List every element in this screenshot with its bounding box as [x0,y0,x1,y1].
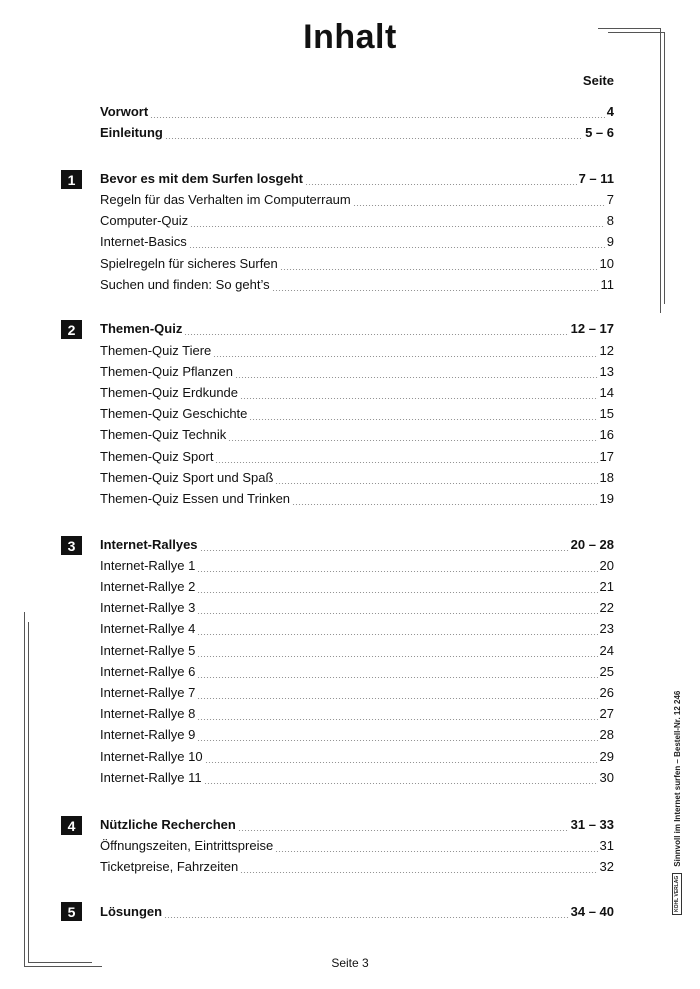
section-title: Internet-Rallyes [100,537,198,552]
leader-dots [305,184,577,185]
toc-entry-label: Internet-Rallye 3 [100,600,196,615]
toc-entry [100,491,614,509]
toc-entry-page: 17 [599,449,614,464]
toc-entry-page: 24 [599,643,614,658]
toc-entry [100,685,614,703]
toc-entry-label: Spielregeln für sicheres Surfen [100,256,278,271]
leader-dots [238,830,569,831]
toc-entry [100,406,614,424]
toc-entry-label: Ticketpreise, Fahrzeiten [100,859,239,874]
toc-entry [100,727,614,745]
leader-dots [235,377,598,378]
toc-entry [100,621,614,639]
leader-dots [205,762,598,763]
leader-dots [272,290,599,291]
leader-dots [197,698,597,699]
toc-entry-label: Internet-Rallye 10 [100,749,203,764]
section-pages: 7 – 11 [578,171,614,186]
toc-entry [100,838,614,856]
frame-line-left [24,612,25,966]
page-column-label: Seite [582,73,614,88]
toc-entry-label: Suchen und finden: So geht’s [100,277,270,292]
leader-dots [215,462,597,463]
leader-dots [353,205,605,206]
side-imprint-text: Sinnvoll im Internet surfen – Bestell-Nr. 12 246 [672,690,682,867]
leader-dots [275,851,597,852]
toc-entry-page: 27 [599,706,614,721]
leader-dots [197,677,597,678]
toc-entry-page: 21 [599,579,614,594]
toc-entry-page: 20 [599,558,614,573]
toc-entry-label: Internet-Rallye 8 [100,706,196,721]
toc-entry [100,234,614,252]
toc-entry-label: Internet-Rallye 9 [100,727,196,742]
publisher-logo: KOHL VERLAG [672,873,682,915]
toc-entry-label: Internet-Rallye 4 [100,621,196,636]
section-number-badge: 2 [61,320,82,339]
leader-dots [197,592,597,593]
toc-entry-label: Öffnungszeiten, Eintrittspreise [100,838,274,853]
toc-entry [100,706,614,724]
section-heading [100,537,614,555]
leader-dots [213,356,597,357]
frame-line-top-inner [608,32,664,33]
toc-entry-label: Internet-Rallye 2 [100,579,196,594]
frame-line-left-inner [28,622,29,962]
toc-entry [100,449,614,467]
toc-entry-page: 16 [599,427,614,442]
toc-entry-label: Internet-Basics [100,234,187,249]
toc-entry [100,600,614,618]
toc-entry [100,343,614,361]
section-pages: 20 – 28 [570,537,614,552]
toc-entry-page: 4 [606,104,614,119]
toc-entry-page: 18 [599,470,614,485]
toc-entry [100,256,614,274]
leader-dots [190,226,605,227]
toc-entry-page: 28 [599,727,614,742]
section-heading [100,904,614,922]
toc-entry-page: 32 [599,859,614,874]
toc-entry-page: 8 [606,213,614,228]
leader-dots [165,138,583,139]
leader-dots [189,247,605,248]
toc-entry [100,558,614,576]
frame-line-bottom [24,966,102,967]
toc-entry [100,213,614,231]
section-number-badge: 3 [61,536,82,555]
toc-entry-page: 23 [599,621,614,636]
toc-entry-page: 22 [599,600,614,615]
section-number-badge: 4 [61,816,82,835]
leader-dots [228,440,597,441]
leader-dots [197,656,597,657]
toc-entry-label: Themen-Quiz Sport und Spaß [100,470,274,485]
section-pages: 31 – 33 [570,817,614,832]
leader-dots [150,117,605,118]
toc-entry-page: 26 [599,685,614,700]
toc-entry-page: 9 [606,234,614,249]
section-heading [100,817,614,835]
section-pages: 12 – 17 [570,321,614,336]
toc-entry-page: 15 [599,406,614,421]
frame-line-right-inner [664,32,665,304]
toc-entry [100,470,614,488]
toc-entry-label: Themen-Quiz Sport [100,449,214,464]
toc-entry-label: Internet-Rallye 7 [100,685,196,700]
toc-entry [100,579,614,597]
toc-entry-page: 13 [599,364,614,379]
toc-entry-label: Internet-Rallye 1 [100,558,196,573]
section-title: Themen-Quiz [100,321,183,336]
toc-entry-label: Themen-Quiz Erdkunde [100,385,239,400]
toc-entry-label: Themen-Quiz Essen und Trinken [100,491,291,506]
toc-entry [100,192,614,210]
side-imprint [672,691,682,915]
page-title: Inhalt [303,18,397,56]
leader-dots [184,334,568,335]
toc-entry-page: 7 [606,192,614,207]
leader-dots [249,419,597,420]
leader-dots [240,872,597,873]
section-number-badge: 1 [61,170,82,189]
section-title: Nützliche Recherchen [100,817,236,832]
leader-dots [197,719,597,720]
toc-entry-label: Regeln für das Verhalten im Computerraum [100,192,351,207]
toc-entry-label: Themen-Quiz Tiere [100,343,212,358]
toc-entry-label: Themen-Quiz Technik [100,427,227,442]
section-heading [100,171,614,189]
toc-entry-vorwort [100,104,614,122]
toc-entry-label: Themen-Quiz Geschichte [100,406,248,421]
toc-entry-einleitung [100,125,614,143]
toc-entry-label: Internet-Rallye 11 [100,770,202,785]
toc-entry [100,859,614,877]
toc-entry [100,277,614,295]
toc-entry [100,664,614,682]
toc-entry-page: 30 [599,770,614,785]
toc-entry-page: 10 [599,256,614,271]
toc-entry-page: 14 [599,385,614,400]
toc-entry-page: 11 [600,277,614,292]
page-footer: Seite 3 [331,956,369,970]
leader-dots [275,483,597,484]
leader-dots [204,783,598,784]
section-title: Lösungen [100,904,163,919]
section-pages: 34 – 40 [570,904,614,919]
leader-dots [280,269,598,270]
frame-line-bottom-inner [28,962,92,963]
toc-entry-page: 12 [599,343,614,358]
toc-entry-label: Vorwort [100,104,149,119]
toc-entry-page: 25 [599,664,614,679]
toc-entry [100,385,614,403]
leader-dots [197,613,597,614]
frame-line-right [660,28,661,313]
leader-dots [197,634,597,635]
toc-entry-page: 5 – 6 [585,125,614,140]
toc-entry-label: Computer-Quiz [100,213,189,228]
toc-entry [100,364,614,382]
frame-line-top [598,28,660,29]
leader-dots [164,917,569,918]
leader-dots [200,550,569,551]
section-heading [100,321,614,339]
toc-entry [100,643,614,661]
toc-entry-label: Einleitung [100,125,163,140]
leader-dots [292,504,597,505]
toc-entry-label: Internet-Rallye 6 [100,664,196,679]
toc-entry [100,749,614,767]
toc-entry-label: Themen-Quiz Pflanzen [100,364,233,379]
toc-entry [100,427,614,445]
leader-dots [197,571,597,572]
leader-dots [240,398,598,399]
section-number-badge: 5 [61,902,82,921]
toc-entry-label: Internet-Rallye 5 [100,643,196,658]
leader-dots [197,740,597,741]
section-title: Bevor es mit dem Surfen losgeht [100,171,303,186]
toc-entry [100,770,614,788]
toc-entry-page: 31 [599,838,614,853]
toc-entry-page: 29 [599,749,614,764]
toc-entry-page: 19 [599,491,614,506]
